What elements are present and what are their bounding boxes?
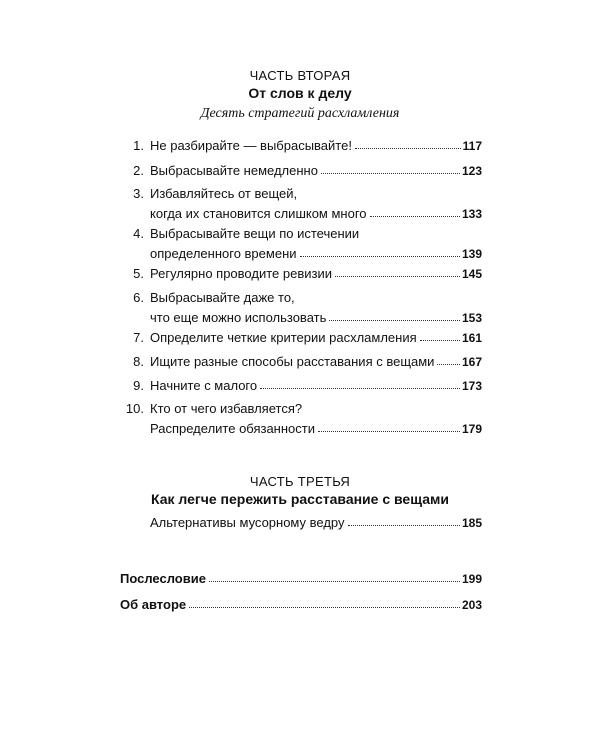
dot-leader	[209, 581, 460, 582]
entry-line	[150, 515, 482, 530]
entry-title: Не разбирайте — выбрасывайте!	[150, 138, 352, 153]
entry-line	[150, 206, 482, 221]
dot-leader	[348, 525, 460, 526]
entry-line	[150, 266, 482, 281]
dot-leader	[420, 340, 460, 341]
entry-page: 167	[461, 355, 482, 369]
entry-line	[120, 571, 482, 586]
entry-page: 173	[461, 379, 482, 393]
entry-number: 10.	[125, 401, 144, 416]
entry-number: 3.	[133, 186, 144, 201]
entry-number: 2.	[133, 163, 144, 178]
entry-line-first	[150, 186, 482, 201]
entry-number: 8.	[133, 354, 144, 369]
entry-title: Об авторе	[120, 597, 187, 612]
part-two-subtitle: Десять стратегий расхламления	[200, 106, 400, 121]
dot-leader	[437, 364, 460, 365]
entry-line	[150, 163, 482, 178]
entry-page: 153	[461, 311, 482, 325]
dot-leader	[300, 256, 460, 257]
entry-page: 139	[461, 247, 482, 261]
entry-line	[150, 138, 482, 153]
entry-page: 133	[461, 207, 482, 221]
entry-page: 161	[461, 331, 482, 345]
entry-title: Распределите обязанности	[150, 421, 315, 436]
entry-line	[150, 330, 482, 345]
entry-number: 9.	[133, 378, 144, 393]
dot-leader	[321, 173, 460, 174]
entry-line	[150, 310, 482, 325]
entry-title: определенного времени	[150, 246, 297, 261]
entry-page: 117	[462, 139, 482, 153]
entry-title-first: Избавляйтесь от вещей,	[150, 186, 298, 201]
entry-title: Регулярно проводите ревизии	[150, 266, 332, 281]
entry-number: 1.	[133, 138, 144, 153]
entry-title: Ищите разные способы расставания с вещами	[150, 354, 435, 369]
entry-page: 199	[461, 572, 482, 586]
dot-leader	[329, 320, 460, 321]
entry-number: 4.	[133, 226, 144, 241]
dot-leader	[189, 607, 460, 608]
part-two-header	[0, 68, 600, 123]
entry-title: Определите четкие критерии расхламления	[150, 330, 417, 345]
entry-title: Послесловие	[120, 571, 206, 586]
part-three-title: Как легче пережить расставание с вещами	[151, 491, 449, 507]
dot-leader	[260, 388, 460, 389]
entry-line	[120, 597, 482, 612]
entry-line-first	[150, 226, 482, 241]
part-three-header	[0, 474, 600, 508]
entry-line	[150, 354, 482, 369]
entry-title-first: Выбрасывайте даже то,	[150, 290, 295, 305]
entry-page: 185	[461, 516, 482, 530]
entry-number: 7.	[133, 330, 144, 345]
entry-line	[150, 421, 482, 436]
dot-leader	[370, 216, 460, 217]
entry-title-first: Выбрасывайте вещи по истечении	[150, 226, 360, 241]
entry-title: Альтернативы мусорному ведру	[150, 515, 345, 530]
entry-page: 123	[461, 164, 482, 178]
dot-leader	[355, 148, 461, 149]
entry-number: 6.	[133, 290, 144, 305]
entry-page: 179	[461, 422, 482, 436]
dot-leader	[335, 276, 460, 277]
part-two-title: От слов к делу	[248, 85, 352, 101]
entry-page: 145	[461, 267, 482, 281]
entry-line	[150, 246, 482, 261]
entry-line	[150, 378, 482, 393]
entry-title: Начните с малого	[150, 378, 258, 393]
entry-page: 203	[461, 598, 482, 612]
entry-title: Выбрасывайте немедленно	[150, 163, 318, 178]
entry-title-first: Кто от чего избавляется?	[150, 401, 303, 416]
dot-leader	[318, 431, 460, 432]
part-three-label: ЧАСТЬ ТРЕТЬЯ	[249, 474, 351, 489]
part-two-label: ЧАСТЬ ВТОРАЯ	[249, 68, 351, 83]
entry-title: когда их становится слишком много	[150, 206, 367, 221]
entry-title: что еще можно использовать	[150, 310, 327, 325]
entry-line-first	[150, 401, 482, 416]
entry-line-first	[150, 290, 482, 305]
entry-number: 5.	[133, 266, 144, 281]
